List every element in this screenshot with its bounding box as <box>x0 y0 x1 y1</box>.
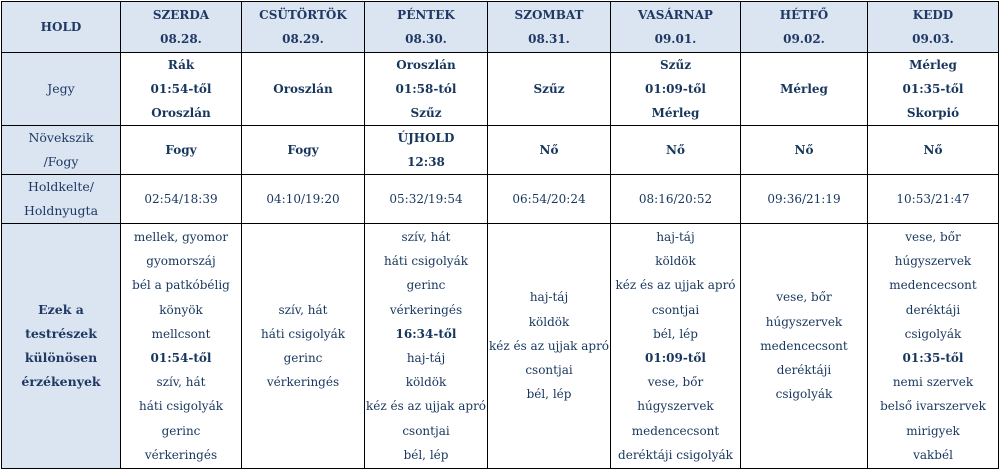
header-row <box>2 2 999 53</box>
phase-cell: Fogy <box>121 126 242 175</box>
sign-cell: Mérleg 01:35-től Skorpió <box>868 53 999 126</box>
body-parts-cell: szív, hát háti csigolyák gerinc vérkeringés 16:34-től haj-táj köldök kéz és az ujjak apró csontjai bél, lép <box>365 224 488 469</box>
body-parts-cell: vese, bőr húgyszervek medencecsont deréktáji csigolyák <box>741 224 868 469</box>
sign-cell: Mérleg <box>741 53 868 126</box>
body-parts-cell: mellek, gyomor gyomorszáj bél a patkóbélig könyök mellcsont 01:54-től szív, hát háti csigolyák gerinc vérkeringés <box>121 224 242 469</box>
body-parts-cell: haj-táj köldök kéz és az ujjak apró csontjai bél, lép <box>488 224 611 469</box>
sign-cell: Rák 01:54-től Oroszlán <box>121 53 242 126</box>
moonrise-cell: 09:36/21:19 <box>741 175 868 224</box>
moonrise-cell: 06:54/20:24 <box>488 175 611 224</box>
sign-cell: Oroszlán <box>242 53 365 126</box>
moonrise-cell: 05:32/19:54 <box>365 175 488 224</box>
phase-cell: Nő <box>611 126 741 175</box>
row-label: Növekszik /Fogy <box>2 126 121 175</box>
sign-row <box>2 53 999 126</box>
phase-cell: ÚJHOLD 12:38 <box>365 126 488 175</box>
moonrise-cell: 02:54/18:39 <box>121 175 242 224</box>
phase-cell: Nő <box>488 126 611 175</box>
moonrise-cell: 04:10/19:20 <box>242 175 365 224</box>
row-label: Ezek a testrészek különösen érzékenyek <box>2 224 121 469</box>
row-label: Jegy <box>2 53 121 126</box>
body-parts-cell: haj-táj köldök kéz és az ujjak apró csontjai bél, lép 01:09-től vese, bőr húgyszervek medencecsont deréktáji csigolyák <box>611 224 741 469</box>
moonrise-cell: 08:16/20:52 <box>611 175 741 224</box>
sign-cell: Szűz <box>488 53 611 126</box>
body-parts-cell: vese, bőr húgyszervek medencecsont deréktáji csigolyák 01:35-től nemi szervek belső ivarszervek mirigyek vakbél <box>868 224 999 469</box>
day-header: CSÜTÖRTÖK 08.29. <box>242 2 365 53</box>
phase-cell: Fogy <box>242 126 365 175</box>
row-label: Holdkelte/ Holdnyugta <box>2 175 121 224</box>
sign-cell: Szűz 01:09-től Mérleg <box>611 53 741 126</box>
day-header: PÉNTEK 08.30. <box>365 2 488 53</box>
day-header: KEDD 09.03. <box>868 2 999 53</box>
phase-cell: Nő <box>868 126 999 175</box>
moon-calendar-table <box>1 1 999 469</box>
day-header: VASÁRNAP 09.01. <box>611 2 741 53</box>
moonrise-cell: 10:53/21:47 <box>868 175 999 224</box>
corner-label: HOLD <box>2 2 121 53</box>
day-header: SZERDA 08.28. <box>121 2 242 53</box>
day-header: HÉTFŐ 09.02. <box>741 2 868 53</box>
phase-cell: Nő <box>741 126 868 175</box>
sign-cell: Oroszlán 01:58-tól Szűz <box>365 53 488 126</box>
body-parts-cell: szív, hát háti csigolyák gerinc vérkeringés <box>242 224 365 469</box>
body-parts-row <box>2 224 999 469</box>
moonrise-row <box>2 175 999 224</box>
day-header: SZOMBAT 08.31. <box>488 2 611 53</box>
phase-row <box>2 126 999 175</box>
